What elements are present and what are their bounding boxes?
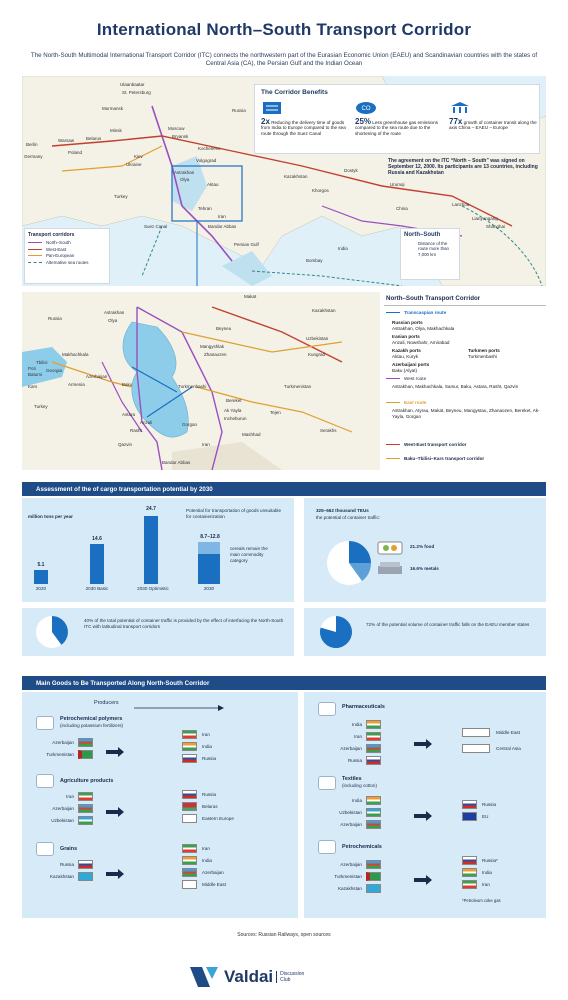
destination-country: Middle East (202, 882, 227, 887)
flag-india-icon (366, 796, 381, 805)
flag-belarus-icon (182, 802, 197, 811)
legend-ports: Turkmen ports Turkmenbashi (468, 348, 500, 359)
valdai-mark-icon (188, 965, 220, 989)
map-label: Minsk (110, 128, 122, 133)
benefit-big: 25% (355, 116, 372, 126)
cargo-chart-panel (22, 498, 294, 602)
producer-country: Uzbekistan (339, 810, 362, 815)
flag-eu-icon (462, 812, 477, 821)
petrochemicals-icon (318, 840, 336, 854)
map-label: Astara (122, 412, 136, 417)
potential-text: Potential for transportation of goods unsuitable for containerization (186, 508, 281, 519)
goods-subtitle: (including potassium fertilizers) (60, 723, 124, 728)
map-label: China (396, 206, 408, 211)
map-label: Turkmenistan (284, 384, 312, 389)
forty-percent-pie (34, 614, 70, 650)
legend-east-cities: Astrakhan, Atyrau, Makat, Beyneu, Mangystau, Zhanaozen, Bereket, Ak-Yayla, Gorgan (392, 408, 540, 419)
map-label: Azerbaijan (86, 374, 108, 379)
arrow-icon (414, 736, 432, 746)
range-bar (198, 542, 220, 584)
ns-distance-text: Distance of the route more than 7,000 km (418, 241, 449, 257)
destination-country: Iran (202, 732, 210, 737)
goods-header: Main Goods to Be Transported Along North-South Corridor (22, 676, 546, 690)
bar-label: 2020 (35, 586, 47, 591)
flag-uzbekistan-icon (78, 816, 93, 825)
destination-country: Azerbaijan (202, 870, 224, 875)
producer-country: Azerbaijan (52, 740, 74, 745)
legend-ports: Azerbaijani ports Baku (Alyat) (392, 362, 430, 373)
food-icon (376, 538, 404, 556)
destination-country: Russia (482, 802, 497, 807)
map-label: Serakhs (320, 428, 337, 433)
flag-iran-icon (462, 880, 477, 889)
map-label: Zhanaozen (204, 352, 227, 357)
map-label: Beyneu (216, 326, 232, 331)
flag-russia-icon (462, 856, 477, 865)
flag-uzbekistan-icon (366, 808, 381, 817)
flag-azerbaijan-icon (78, 804, 93, 813)
map-label: Turkey (34, 404, 48, 409)
sources: Sources: Russian Railways, open sources (237, 932, 331, 938)
map-label: Turkey (114, 194, 128, 199)
metals-icon (376, 560, 404, 578)
agreement-note: The agreement on the ITC “North – South” was signed on September 12, 2000. Its participants are 13 countries, including Russia and Kazakhstan (388, 158, 538, 176)
bar-value: 24.7 (146, 506, 156, 512)
destination-country: Iran (482, 882, 490, 887)
map-label: Ukraine (126, 162, 142, 167)
eaeu-panel (304, 608, 546, 656)
map-label: Aktau (207, 182, 219, 187)
legend-east-route: East route (386, 400, 546, 405)
legend-west-route: West route (386, 376, 546, 381)
map-label: Bereket (226, 398, 242, 403)
legend-item: North–South (28, 240, 106, 245)
legend-ports: Russian ports Astrakhan, Olya, Makhachkala (392, 320, 455, 331)
legend-item: Pan-European (28, 253, 106, 258)
north-south-distance-box (400, 228, 460, 280)
map-label: Warsaw (58, 138, 75, 143)
latitudinal-text: 40% of the total potential of container traffic is provided by the effect of interfacing the North-South ITC with latitudinal transport corridors (84, 618, 284, 629)
flag-iran-icon (182, 730, 197, 739)
benefit-big: 2x (261, 116, 270, 126)
flag-blank-icon (462, 728, 490, 737)
flag-india-icon (182, 856, 197, 865)
producer-country: Turkmenistan (334, 874, 362, 879)
map-label: Bombay (306, 258, 323, 263)
footnote: *Petroleum coke gas (462, 898, 501, 903)
map-label: Volgograd (196, 158, 217, 163)
map-label: Bryansk (172, 134, 189, 139)
flag-kazakhstan-icon (78, 872, 93, 881)
clock-icon (261, 101, 283, 115)
destination-country: India (202, 858, 212, 863)
corridor-legend (384, 292, 546, 470)
flag-india-icon (182, 742, 197, 751)
legend-west-east: West-East transport corridor (386, 442, 546, 447)
map-label: Turkmenbashi (178, 384, 207, 389)
map-label: Bandar Abbas (162, 460, 191, 465)
flag-azerbaijan-icon (182, 868, 197, 877)
map-label: Tehran (198, 206, 212, 211)
destination-country: Belarus (202, 804, 218, 809)
destination-country: Iran (202, 846, 210, 851)
agriculture-icon (36, 774, 54, 788)
benefit-item (261, 101, 353, 136)
legend-title: Transport corridors (28, 232, 75, 238)
map-label: Makhachkala (62, 352, 89, 357)
chart-unit: million tons per year (28, 514, 73, 519)
map-label: Mangyshlak (200, 344, 225, 349)
map-label: Iran (202, 442, 210, 447)
page-title: International North–South Transport Corridor (96, 20, 472, 39)
metals-share: 16.6% metals (410, 566, 439, 571)
goods-title: Petrochemical polymers (60, 716, 123, 722)
map-label: Bandar Abbas (208, 224, 237, 229)
benefit-text: growth of container transit along the axis China – EAEU – Europe (449, 119, 537, 131)
logo-sub: Discussion Club (276, 971, 304, 983)
legend-item: West-East (28, 247, 106, 252)
map-label: Tbilisi (36, 360, 48, 365)
legend-btk: Baku–Tbilisi–Kars transport corridor (386, 456, 546, 461)
map-label: Poland (68, 150, 83, 155)
range-text: cereals remain the main commodity category (230, 546, 268, 563)
map-label: Berlin (26, 142, 38, 147)
transport-corridors-legend (24, 228, 110, 284)
benefit-item (355, 101, 447, 136)
map-label: Mashhad (242, 432, 261, 437)
flag-blank-icon (182, 814, 197, 823)
producer-country: India (352, 722, 362, 727)
map-label: St. Petersburg (122, 90, 151, 95)
textiles-icon (318, 776, 336, 790)
map-label: Gorgan (182, 422, 198, 427)
ns-title: North–South (404, 232, 441, 238)
arrow-icon (414, 808, 432, 818)
producer-country: Russia (347, 758, 362, 763)
producer-country: Uzbekistan (51, 818, 74, 823)
caspian-map-graphic (22, 292, 380, 470)
goods-right-panel (304, 692, 546, 918)
map-label: Urumqi (390, 182, 405, 187)
arrow-icon (106, 866, 124, 876)
flag-turkmenistan-icon (78, 750, 93, 759)
map-label: Ak Yayla (224, 408, 242, 413)
map-label: Iran (218, 214, 226, 219)
bar-2030-optimistic (144, 516, 158, 584)
legend-transcaspian: Transcaspian route (386, 310, 546, 315)
flag-azerbaijan-icon (366, 744, 381, 753)
svg-text:CO: CO (361, 106, 371, 112)
bar-value: 5.1 (37, 562, 45, 568)
map-label: Ulaanbaatar (120, 82, 145, 87)
map-label: Belarus (86, 136, 102, 141)
producer-country: Azerbaijan (340, 746, 362, 751)
flag-turkmenistan-icon (366, 872, 381, 881)
map-label: Uzbekistan (306, 336, 329, 341)
benefit-text: Reducing the delivery time of goods from India to Europe compared to the sea route through the Suez Canal (261, 119, 346, 136)
legend-ports: Iranian ports Anzali, Nowshahr, Amirabad (392, 334, 450, 345)
destination-country: Central Asia (496, 746, 521, 751)
map-label: Armenia (68, 382, 85, 387)
flag-russia-icon (182, 790, 197, 799)
map-label: Murmansk (102, 106, 124, 111)
map-label: Shanghai (486, 224, 506, 229)
map-label: Germany (24, 154, 43, 159)
goods-subtitle: (including cotton) (342, 783, 377, 788)
destination-country: Russia* (482, 858, 498, 863)
corridor-benefits-panel (254, 84, 540, 154)
building-icon (449, 101, 471, 115)
destination-country: Russia (202, 756, 217, 761)
map-label: Tejen (270, 410, 281, 415)
teu-pie (324, 538, 374, 588)
intro-text: The North-South Multimodal International Transport Corridor (ITC) connects the northwestern part of the Eurasian Economic Union (EAEU) and Scandinavian countries with the states of Central Asia (CA), the Persian Gulf and the Indian Ocean (30, 52, 538, 67)
range-label: 2030 (203, 586, 215, 591)
flag-iran-icon (78, 792, 93, 801)
benefit-text: Less greenhouse gas emissions compared to the sea route due to the shortening of the route (355, 119, 438, 136)
legend-ports: Kazakh ports Aktau, Kuryk (392, 348, 421, 359)
map-label: Moscow (168, 126, 185, 131)
destination-country: India (482, 870, 492, 875)
producer-country: Azerbaijan (52, 806, 74, 811)
logo-name: Valdai (224, 967, 274, 986)
goods-title: Petrochemicals (342, 844, 382, 850)
goods-title: Grains (60, 846, 78, 852)
producer-country: Turkmenistan (46, 752, 74, 757)
map-label: India (338, 246, 348, 251)
legend-item: Alternative sea routes (28, 260, 106, 265)
producer-country: Azerbaijan (340, 822, 362, 827)
flag-azerbaijan-icon (366, 820, 381, 829)
map-label: Kungrad (308, 352, 326, 357)
benefit-big: 77x (449, 116, 463, 126)
map-label: Astrakhan (174, 170, 195, 175)
map-label: Batumi (28, 372, 43, 377)
arrow-icon (414, 872, 432, 882)
map-label: Dostyk (344, 168, 358, 173)
goods-title: Pharmaceuticals (342, 704, 385, 710)
flag-india-icon (462, 868, 477, 877)
destination-country: Russia (202, 792, 217, 797)
map-label: Anzali (140, 420, 153, 425)
producer-country: Iran (66, 794, 74, 799)
flag-russia-icon (182, 754, 197, 763)
map-label: Lanzhou (452, 202, 470, 207)
flag-russia-icon (78, 860, 93, 869)
bar-2030-basic (90, 544, 104, 584)
assessment-header: Assessment of the of cargo transportation potential by 2030 (22, 482, 546, 496)
benefit-item (449, 101, 541, 131)
map-label: Makat (244, 294, 257, 299)
map-label: Kiev (134, 154, 143, 159)
producers-arrow-icon (134, 699, 224, 709)
flag-blank-icon (182, 880, 197, 889)
map-label: Persian Gulf (234, 242, 259, 247)
map-label: Kazakhstan (284, 174, 308, 179)
flag-russia-icon (366, 756, 381, 765)
producer-country: Russia (59, 862, 74, 867)
container-traffic-panel (304, 498, 546, 602)
co2-icon (355, 101, 377, 115)
producers-label: Producers (94, 700, 119, 706)
map-label: Incheburun (224, 416, 247, 421)
legend2-title: North–South Transport Corridor (384, 292, 546, 306)
flag-india-icon (366, 720, 381, 729)
bar-label: 2030 Basic (85, 586, 109, 591)
map-label: Olya (180, 177, 190, 182)
map-label: Suez Canal (144, 224, 168, 229)
food-share: 21.2% food (410, 544, 435, 549)
teu-title: 325–662 thousand TEUs (316, 508, 369, 513)
map-label: Kochenevo (198, 146, 221, 151)
flag-blank-icon (462, 744, 490, 753)
map-label: Qazvin (118, 442, 133, 447)
goods-left-panel (22, 692, 298, 918)
grain-icon (36, 842, 54, 856)
caspian-detail-map (22, 292, 380, 470)
map-label: Poti (28, 366, 36, 371)
map-label: Russia (48, 316, 62, 321)
map-label: Baku (122, 382, 133, 387)
flag-azerbaijan-icon (78, 738, 93, 747)
goods-title: Textiles (342, 776, 362, 782)
flag-azerbaijan-icon (366, 860, 381, 869)
map-label: Rasht (130, 428, 142, 433)
range-value: 8.7–12.8 (200, 534, 220, 540)
eaeu-text: 72% of the potential volume of container traffic falls on the EAEU member states (366, 622, 530, 627)
map-label: Kars (28, 384, 38, 389)
destination-country: Eastern Europe (202, 816, 234, 821)
destination-country: India (202, 744, 212, 749)
flag-russia-icon (462, 800, 477, 809)
map-label: Russia (232, 108, 246, 113)
goods-title: Agriculture products (60, 778, 114, 784)
seventy-two-percent-pie (318, 614, 354, 650)
producer-country: Azerbaijan (340, 862, 362, 867)
pharmaceuticals-icon (318, 702, 336, 716)
destination-country: EU (482, 814, 489, 819)
producer-country: India (352, 798, 362, 803)
map-label: Kazakhstan (312, 308, 336, 313)
flag-iran-icon (366, 732, 381, 741)
benefits-title: The Corridor Benefits (261, 89, 328, 96)
arrow-icon (106, 744, 124, 754)
legend-west-cities: Astrakhan, Makhachkala, Samur, Baku, Astara, Rasht, Qazvin (392, 384, 519, 389)
latitudinal-panel (22, 608, 294, 656)
producer-country: Kazakhstan (337, 886, 362, 891)
producer-country: Kazakhstan (49, 874, 74, 879)
bar-label: 2030 Optimistic (137, 586, 169, 591)
arrow-icon (106, 804, 124, 814)
bar-value: 14.6 (92, 536, 102, 542)
flag-iran-icon (182, 844, 197, 853)
valdai-logo (188, 964, 304, 990)
bar-2020 (34, 570, 48, 584)
destination-country: Middle East (496, 730, 521, 735)
teu-sub: the potential of container traffic: (316, 515, 381, 520)
producer-country: Iran (354, 734, 362, 739)
map-label: Olya (108, 318, 118, 323)
map-label: Lianyungang (472, 216, 498, 221)
polymer-icon (36, 716, 54, 730)
map-label: Georgia (46, 368, 63, 373)
map-label: Astrakhan (104, 310, 125, 315)
map-label: Khorgos (312, 188, 329, 193)
flag-kazakhstan-icon (366, 884, 381, 893)
